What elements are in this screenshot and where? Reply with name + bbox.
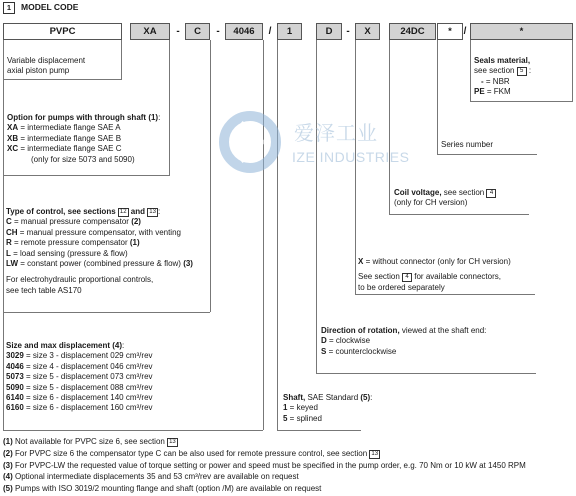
section-ref: 5 (517, 67, 527, 76)
shaft-option: 5 = splined (283, 413, 322, 423)
leader-line (355, 294, 535, 295)
connector-note: to be ordered separately (358, 282, 445, 292)
leader-line (316, 373, 536, 374)
pump-description-line: axial piston pump (7, 66, 70, 76)
section-header (3, 2, 78, 14)
leader-line (277, 430, 361, 431)
leader-line (210, 40, 211, 312)
control-option: L = load sensing (pressure & flow) (6, 248, 128, 258)
coil-block (394, 188, 496, 209)
code-connector: X (355, 23, 380, 40)
shaft-block (283, 393, 372, 424)
rotation-block (321, 326, 486, 357)
seals-ref-line: see section 5 : (474, 66, 532, 76)
section-ref: 13 (149, 209, 156, 215)
code-control: C (185, 23, 210, 40)
code-slash: / (463, 26, 467, 37)
series-label: Series number (441, 140, 494, 149)
connector-block (358, 257, 511, 293)
code-shaft: 1 (277, 23, 302, 40)
size-option: 5090 = size 5 - displacement 088 cm³/rev (6, 382, 153, 392)
size-option: 5073 = size 5 - displacement 073 cm³/rev (6, 372, 153, 382)
control-extra: For electrohydraulic proportional controls, (6, 275, 154, 285)
shaft-option: 1 = keyed (283, 403, 318, 413)
size-option: 6140 = size 6 - displacement 140 cm³/rev (6, 392, 153, 402)
seals-option: - = NBR (481, 76, 510, 86)
code-size: 4046 (225, 23, 263, 40)
code-dash: - (216, 26, 220, 37)
watermark-chinese: 爱泽工业 (294, 121, 378, 145)
leader-line (277, 40, 278, 430)
size-option: 6160 = size 6 - displacement 160 cm³/rev (6, 403, 153, 413)
section-ref: 13 (371, 450, 379, 457)
control-option: R = remote pressure compensator (1) (6, 238, 140, 248)
footnote: (2) For PVPC size 6 the compensator type C can be also used for remote pressure control, see section 13 (3, 448, 379, 458)
through-shaft-option: XA = intermediate flange SAE A (7, 123, 121, 133)
pump-description-line: Variable displacement (7, 56, 86, 65)
footnote: (3) For PVPC-LW the requested value of torque setting or power and speed must be specified in the pump order, e.g. 70 Nm or 10 kW at 1450 RPM (3, 460, 526, 470)
control-extra: see tech table AS170 (6, 285, 82, 295)
through-shaft-note: (only for size 5073 and 5090) (31, 154, 135, 164)
code-dash: - (346, 26, 350, 37)
leader-line (3, 430, 263, 431)
shaft-title: Shaft, SAE Standard (5): (283, 393, 373, 402)
code-through-shaft: XA (130, 23, 170, 40)
code-series: * (437, 23, 463, 40)
coil-title: Coil voltage, see section 4 (394, 188, 496, 198)
size-option: 4046 = size 4 - displacement 046 cm³/rev (6, 361, 153, 371)
section-ref: 4 (402, 273, 412, 282)
section-title: MODEL CODE (21, 2, 79, 13)
footnote: (1) Not available for PVPC size 6, see section 13 (3, 437, 176, 446)
through-shaft-option: XC = intermediate flange SAE C (7, 144, 122, 154)
control-option: LW = constant power (combined pressure & flow) (3) (6, 258, 193, 268)
footnote: (5) Pumps with ISO 3019/2 mounting flange and shaft (option /M) are available on request (3, 484, 322, 494)
through-shaft-title: Option for pumps with through shaft (1): (7, 113, 161, 122)
section-ref: 12 (119, 209, 127, 215)
control-title: Type of control, see sections 12 and 13 : (6, 207, 161, 216)
footnotes (3, 436, 575, 495)
code-pvpc: PVPC (3, 23, 122, 40)
leader-line (437, 154, 537, 155)
watermark-english: IZE INDUSTRIES (292, 149, 410, 165)
leader-line (263, 40, 264, 430)
coil-note: (only for CH version) (394, 198, 468, 208)
seals-option: PE = FKM (474, 87, 511, 97)
section-ref: 4 (486, 189, 496, 198)
leader-line (3, 176, 4, 312)
footnote: (4) Optional intermediate displacements 35 and 53 cm³/rev are available on request (3, 472, 299, 482)
seals-title: Seals material, (474, 56, 531, 65)
size-block (6, 341, 153, 414)
leader-line (3, 312, 210, 313)
rotation-option: D = clockwise (321, 336, 371, 346)
leader-line (3, 312, 4, 430)
code-coil-voltage: 24DC (389, 23, 436, 40)
code-seals: * (470, 23, 573, 40)
connector-option: X = without connector (only for CH version) (358, 257, 511, 266)
rotation-option: S = counterclockwise (321, 346, 397, 356)
through-shaft-option: XB = intermediate flange SAE B (7, 133, 122, 143)
connector-note: See section 4 for available connectors, (358, 272, 501, 282)
control-option: CH = manual pressure compensator, with venting (6, 227, 181, 237)
leader-line (316, 40, 317, 373)
control-option: C = manual pressure compensator (2) (6, 217, 141, 227)
leader-line (437, 40, 438, 154)
rotation-title: Direction of rotation, viewed at the shaft end: (321, 326, 487, 335)
watermark-icon (216, 108, 286, 176)
section-number-box: 1 (3, 2, 15, 14)
seals-box (470, 40, 573, 102)
size-title: Size and max displacement (4): (6, 341, 125, 350)
watermark-logo (216, 108, 420, 176)
code-dash: - (176, 26, 180, 37)
size-option: 3029 = size 3 - displacement 029 cm³/rev (6, 351, 153, 361)
through-shaft-box (3, 40, 170, 176)
leader-line (389, 214, 529, 215)
code-rotation: D (316, 23, 342, 40)
code-slash: / (268, 26, 272, 37)
section-ref: 13 (169, 439, 176, 445)
control-block (6, 207, 193, 296)
